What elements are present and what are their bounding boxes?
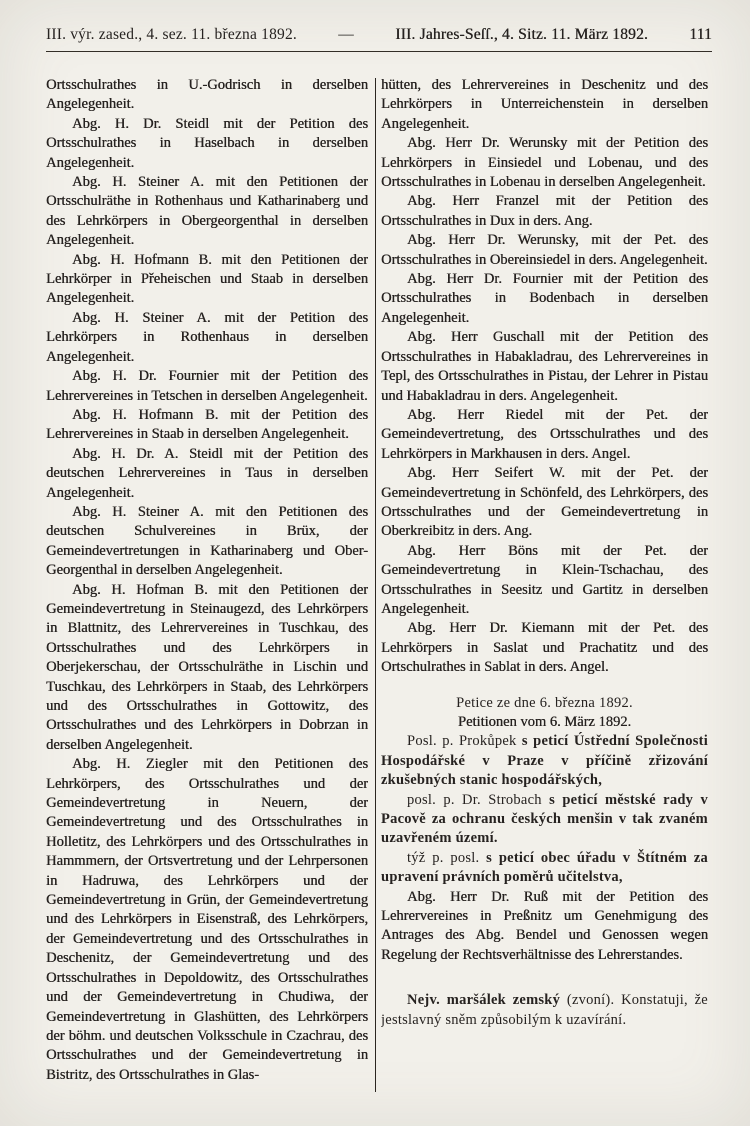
header-german-session: III. Jahres-Seſſ., 4. Sitz. 11. März 1892. <box>395 26 649 43</box>
text-run: Abg. H. Steiner A. mit den Petitionen der Ortsschulräthe in Rothenhaus und Katharinaberg und des Lehrkörpers in Obergeorgenthal in derselben Angelegenheit. <box>46 174 368 249</box>
petition-entry <box>381 328 708 406</box>
page-header <box>46 26 712 52</box>
header-dash: — <box>338 26 354 43</box>
text-run: Abg. H. Dr. A. Steidl mit der Petition des deutschen Lehrervereines in Taus in derselben Angelegenheit. <box>46 445 368 501</box>
text-run: Abg. Herr Dr. Fournier mit der Petition des Ortsschulrathes in Bodenbach in derselben Angelegenheit. <box>381 271 708 326</box>
text-run: Abg. H. Dr. Steidl mit der Petition des Ortsschulrathes in Haselbach in derselben Angelegenheit. <box>46 115 368 171</box>
petition-entry <box>46 251 368 309</box>
page-number: 111 <box>689 26 712 43</box>
czech-petition-entry <box>381 791 708 849</box>
petition-entry <box>46 367 368 406</box>
text-run: týž p. posl. <box>407 849 487 866</box>
text-run: Abg. Herr Riedel mit der Pet. der Gemeindevertretung, des Ortsschulrathes und des Lehrkörpers in Markhausen in ders. Angel. <box>381 406 708 462</box>
petition-entry <box>381 464 708 542</box>
petition-entry <box>46 445 368 503</box>
text-run: Abg. H. Hofman B. mit den Petitionen der Gemeindevertretung in Steinaugezd, des Lehrkörpers in Blattnitz, des Lehrervereines in Tuschkau, des Ortsschulrathes und des Lehrkörpers in Oberjekerschau, der Ortsschulräthe in Lischin und Tuschkau, des Lehrkörpers in Staab, des Lehrkörpers und des Ortsschulrathes in Gottowitz, des Ortsschulrathes und des Lehrkörpers in Dobrzan in derselben Angelegenheit. <box>46 581 368 753</box>
text-run: Abg. Herr Dr. Werunsky, mit der Pet. des Ortsschulrathes in Obereinsiedel in ders. Angelegenheit. <box>381 232 708 268</box>
text-run: Abg. H. Steiner A. mit der Petition des Lehrkörpers in Rothenhaus in derselben Angelegenheit. <box>46 309 368 365</box>
marshal-statement <box>381 991 708 1030</box>
petition-entry <box>46 173 368 251</box>
petition-entry <box>46 755 368 1085</box>
text-run: Abg. Herr Guschall mit der Petition des Ortsschulrathes in Habakladrau, des Lehrervereines in Tepl, des Ortsschulrathes in Pistau, der Lehrer in Pistau und Habakladrau in ders. Angelegenheit. <box>381 329 708 404</box>
petition-heading-czech <box>381 694 708 713</box>
petition-entry <box>381 406 708 464</box>
text-run: Abg. H. Steiner A. mit den Petitionen des deutschen Schulvereines in Brüx, der Gemeindevertretungen in Katharinaberg und Ober-Georgenthal in derselben Angelegenheit. <box>46 503 368 579</box>
czech-petition-entry <box>381 849 708 888</box>
text-run: Ortsschulrathes in U.-Godrisch in derselben Angelegenheit. <box>46 77 368 113</box>
text-run: Abg. Herr Seifert W. mit der Pet. der Gemeindevertretung in Schönfeld, des Lehrkörpers, des Ortsschulrathes und der Gemeindevertretung in Oberkreibitz in ders. Ang. <box>381 465 708 540</box>
emphasis-text: s peticí Ústřední Společnosti Hospodářské v Praze v příčině zřizování zkušebných stanic hospodářských, <box>381 733 708 789</box>
text-run: Posl. p. Prokůpek <box>407 733 522 750</box>
petition-entry <box>381 134 708 192</box>
petition-entry <box>381 270 708 328</box>
text-columns <box>46 76 708 1098</box>
petition-entry <box>46 503 368 581</box>
czech-petition-entry <box>381 732 708 790</box>
right-column <box>381 76 708 1098</box>
text-run: Abg. H. Hofmann B. mit den Petitionen der Lehrkörper in Přeheischen und Staab in derselben Angelegenheit. <box>46 251 368 307</box>
emphasis-text: s peticí obec úřadu v Štítném za upravení právních poměrů učitelstva, <box>381 849 708 886</box>
text-run: Petice ze dne 6. března 1892. <box>456 694 633 711</box>
petition-entry <box>46 309 368 367</box>
text-run: Abg. Herr Dr. Werunsky mit der Petition des Lehrkörpers in Einsiedel und Lobenau, und des Ortsschulrathes in Lobenau in derselben Angelegenheit. <box>381 135 708 191</box>
emphasis-text: s peticí městské rady v Pacově za ochranu českých menšin v tak zvaném uzavřeném území. <box>381 791 708 847</box>
left-column <box>46 76 368 1098</box>
text-run: Abg. H. Ziegler mit den Petitionen des Lehrkörpers, des Ortsschulrathes und der Gemeindevertretung in Neuern, der Gemeindevertretung und des Ortsschulrathes in Holletitz, des Lehrkörpers und des Ortsschulrathes in Hammmern, der Ortsvertretung und der Lehrpersonen in Hadruwa, des Lehrkörpers und der Gemeindevertretung in Grün, der Gemeindevertretung und des Lehrkörpers in Eisenstraß, des Lehrkörpers, der Gemeindevertretung und des Ortsschulrathes in Deschenitz, der Gemeindevertretung und des Ortsschulrathes in Depoldowitz, des Ortsschulrathes und der Gemeindevertretung in Chudiwa, der Gemeindevertretung in Glashütten, des Lehrkörpers der böhm. und deutschen Volksschule in Czachrau, des Ortsschulrathes und der Gemeindevertretung in Bistritz, des Ortsschulrathes in Glas- <box>46 756 368 1083</box>
text-run: Abg. Herr Dr. Ruß mit der Petition des Lehrervereines in Preßnitz um Genehmigung des Antrages des Abg. Bendel und Genossen wegen Regelung der Rechtsverhältnisse des Lehrerstandes. <box>381 888 708 963</box>
column-divider <box>375 78 376 1092</box>
text-run: hütten, des Lehrervereines in Deschenitz und des Lehrkörpers in Unterreichenstein in derselben Angelegenheit. <box>381 77 708 132</box>
continuation-text <box>46 76 368 115</box>
text-run: posl. p. Dr. Strobach <box>407 791 550 808</box>
petition-entry <box>381 619 708 677</box>
text-run: Abg. Herr Dr. Kiemann mit der Pet. des Lehrkörpers in Saslat und Prachatitz und des Ortschulrathes in Sablat in ders. Angel. <box>381 620 708 676</box>
petition-entry <box>46 581 368 756</box>
petition-entry <box>46 115 368 173</box>
text-run: Abg. H. Hofmann B. mit der Petition des Lehrervereines in Staab in derselben Angelegenheit. <box>46 406 368 443</box>
petition-heading-german <box>381 713 708 732</box>
emphasis-text: Nejv. maršálek zemský <box>407 992 567 1009</box>
petition-entry <box>381 888 708 966</box>
text-run: Abg. Herr Franzel mit der Petition des Ortsschulrathes in Dux in ders. Ang. <box>381 193 708 229</box>
text-run: Petitionen vom 6. März 1892. <box>457 714 632 730</box>
text-run: Abg. H. Dr. Fournier mit der Petition des Lehrervereines in Tetschen in derselben Angelegenheit. <box>46 368 368 404</box>
continuation-text <box>381 76 708 134</box>
text-run: Abg. Herr Böns mit der Pet. der Gemeindevertretung in Klein-Tschachau, des Ortsschulrathes in Seesitz und Gartitz in derselben Angelegenheit. <box>381 542 708 617</box>
petition-entry <box>381 542 708 620</box>
header-czech-session: III. výr. zased., 4. sez. 11. března 1892. <box>46 26 298 43</box>
petition-entry <box>46 406 368 445</box>
petition-entry <box>381 231 708 270</box>
text-run: (zvoní). Konstatuji, že jestslavný sněm způsobilým k uzavírání. <box>381 992 708 1028</box>
petition-entry <box>381 192 708 231</box>
